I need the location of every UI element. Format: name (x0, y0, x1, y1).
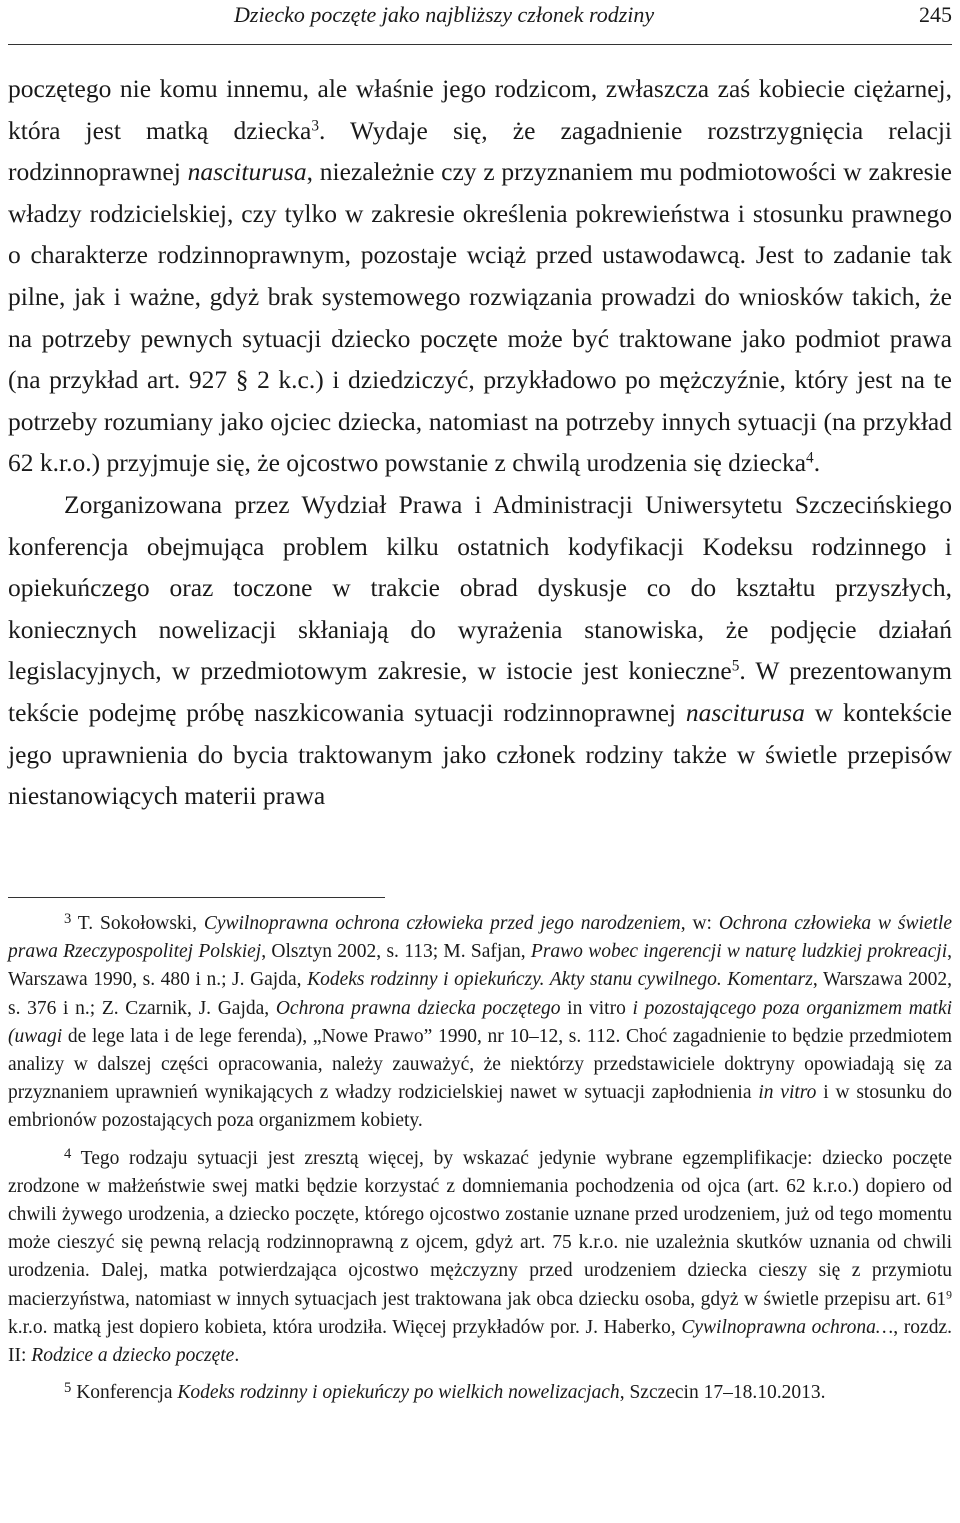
footnote-ref: 4 (806, 449, 814, 467)
text-run: . (813, 448, 821, 478)
footnote-5 (8, 1379, 952, 1407)
footnote-number: 5 (64, 1380, 72, 1397)
footnote-number: 4 (64, 1145, 72, 1162)
italic-term: nasciturusa (685, 697, 805, 727)
text-run: , Warszawa 1990, s. 480 i n.; J. Gajda, (8, 941, 952, 991)
footnote-ref: 5 (731, 657, 740, 675)
italic-title: Cywilnoprawna ochrona człowieka przed jego narodzeniem (203, 913, 681, 934)
footnote-separator (8, 897, 385, 898)
footnotes (8, 910, 952, 1407)
footnote-3 (8, 910, 952, 1136)
text-run: in vitro (560, 997, 633, 1019)
text-run: Konferencja (71, 1382, 178, 1404)
italic-title: Ochrona prawna dziecka poczętego (275, 997, 561, 1019)
italic-term: nasciturusa (187, 157, 307, 187)
footnote-ref: 3 (311, 117, 320, 135)
text-run: , rozdz. II: (8, 1316, 952, 1367)
text-run: , Olsztyn 2002, s. 113; M. Safjan, (261, 941, 531, 963)
italic-title: Ochrona człowieka w świetle prawa Rzeczypospolitej Polskiej (8, 913, 953, 963)
footnote-4 (8, 1145, 952, 1371)
text-run: poczętego nie komu innemu, ale właśnie jego rodzicom, zwłaszcza zaś kobiecie ciężarnej, która jest matką dziecka (8, 74, 952, 145)
text-run: k.r.o. matką jest dopiero kobieta, która urodziła. Więcej przykładów por. J. Haberko, (8, 1316, 682, 1338)
text-run: . (234, 1345, 240, 1367)
text-run: . Wydaje się, że zagadnienie rozstrzygnięcia relacji rodzinnoprawnej (8, 115, 952, 187)
italic-term: in vitro (758, 1082, 817, 1104)
text-run: de lege lata i de lege ferenda), „Nowe Prawo” 1990, nr 10–12, s. 112. Choć zagadnienie to będzie przedmiotem analizy w dalszej części opracowania, należy zauważyć, że niektórzy przedstawiciele doktryny opowiadają się za przyznaniem uprawnień wynikających z władzy rodzicielskiej nawet w sytuacji zapłodnienia (8, 1025, 952, 1104)
italic-title: Cywilnoprawna ochrona… (681, 1316, 894, 1338)
text-run: Zorganizowana przez Wydział Prawa i Administracji Uniwersytetu Szczecińskiego konferencja obejmująca problem kilku ostatnich kodyfikacji Kodeksu rodzinnego i opiekuńczego oraz toczone w trakcie obrad dyskusje co do kształtu przyszłych, koniecznych nowelizacji skłaniają do wyrażenia stanowiska, że podjęcie działań legislacyjnych, w przedmiotowym zakresie, w istocie jest konieczne (8, 489, 952, 686)
running-header (8, 0, 952, 45)
text-run: Tego rodzaju sytuacji jest zresztą więcej, by wskazać jedynie wybrane egzemplifikacje: dziecko poczęte zrodzone w małżeństwie swej matki będzie korzystać z domniemania pochodzenia od ojca (art. 62 k.r.o.) dopiero od chwili żywego urodzenia, a dziecko poczęte, którego ojcostwo zostanie uznane przed urodzeniem, już od tego momentu może cieszyć się pewną relacją rodzinnoprawną z ojcem, gdyż art. 75 k.r.o. nie uzależnia skutków uznania od chwili urodzenia. Dalej, matka potwierdzająca ojcostwo mężczyzny przed urodzeniem dziecka cieszy się z przymiotu macierzyństwa, natomiast w innych sytuacjach jest traktowana jak obca dziecku osoba, gdyż w świetle przepisu art. 61 (8, 1147, 952, 1310)
text-run: , Szczecin 17–18.10.2013. (619, 1382, 826, 1404)
italic-title: Prawo wobec ingerencji w naturę ludzkiej prokreacji (530, 941, 948, 963)
superscript: 9 (946, 1288, 952, 1302)
text-run: i w stosunku do embrionów pozostających poza organizmem kobiety. (8, 1082, 952, 1132)
main-text (8, 68, 952, 817)
text-run: , Warszawa 2002, s. 376 i n.; Z. Czarnik, J. Gajda, (8, 969, 953, 1019)
text-run: T. Sokołowski, (71, 913, 204, 934)
text-run: w kontekście jego uprawnienia do bycia traktowanym jako członek rodziny także w świetle przepisów niestanowiących materii prawa (8, 697, 952, 811)
running-title: Dziecko poczęte jako najbliższy członek rodziny (234, 2, 655, 27)
italic-title: Kodeks rodzinny i opiekuńczy. Akty stanu cywilnego. Komentarz (307, 969, 813, 991)
paragraph-1 (8, 68, 952, 484)
text-run: . W prezentowanym tekście podejmę próbę naszkicowania sytuacji rodzinnoprawnej (8, 656, 952, 727)
italic-title: i pozostającego poza organizmem matki (uwagi (8, 997, 953, 1047)
text-run: , niezależnie czy z przyznaniem mu podmiotowości w zakresie władzy rodzicielskiej, czy tylko w zakresie określenia pokrewieństwa i stosunku prawnego o charakterze rodzinnoprawnym, pozostaje wciąż przed ustawodawcą. Jest to zadanie tak pilne, jak i ważne, gdyż brak systemowego rozwiązania prowadzi do wniosków takich, że na potrzeby pewnych sytuacji dziecko poczęte może być traktowane jako podmiot prawa (na przykład art. 927 § 2 k.c.) i dziedziczyć, przykładowo po mężczyźnie, który jest na te potrzeby rozumiany jako ojciec dziecka, natomiast na potrzeby innych sytuacji (na przykład 62 k.r.o.) przyjmuje się, że ojcostwo powstanie z chwilą urodzenia się dziecka (8, 157, 952, 478)
footnote-number: 3 (64, 911, 72, 928)
paragraph-2 (8, 484, 952, 817)
italic-title: Rodzice a dziecko poczęte (31, 1345, 235, 1367)
italic-title: Kodeks rodzinny i opiekuńczy po wielkich nowelizacjach (177, 1382, 620, 1404)
page-number: 245 (919, 2, 952, 27)
text-run: , w: (680, 913, 719, 934)
